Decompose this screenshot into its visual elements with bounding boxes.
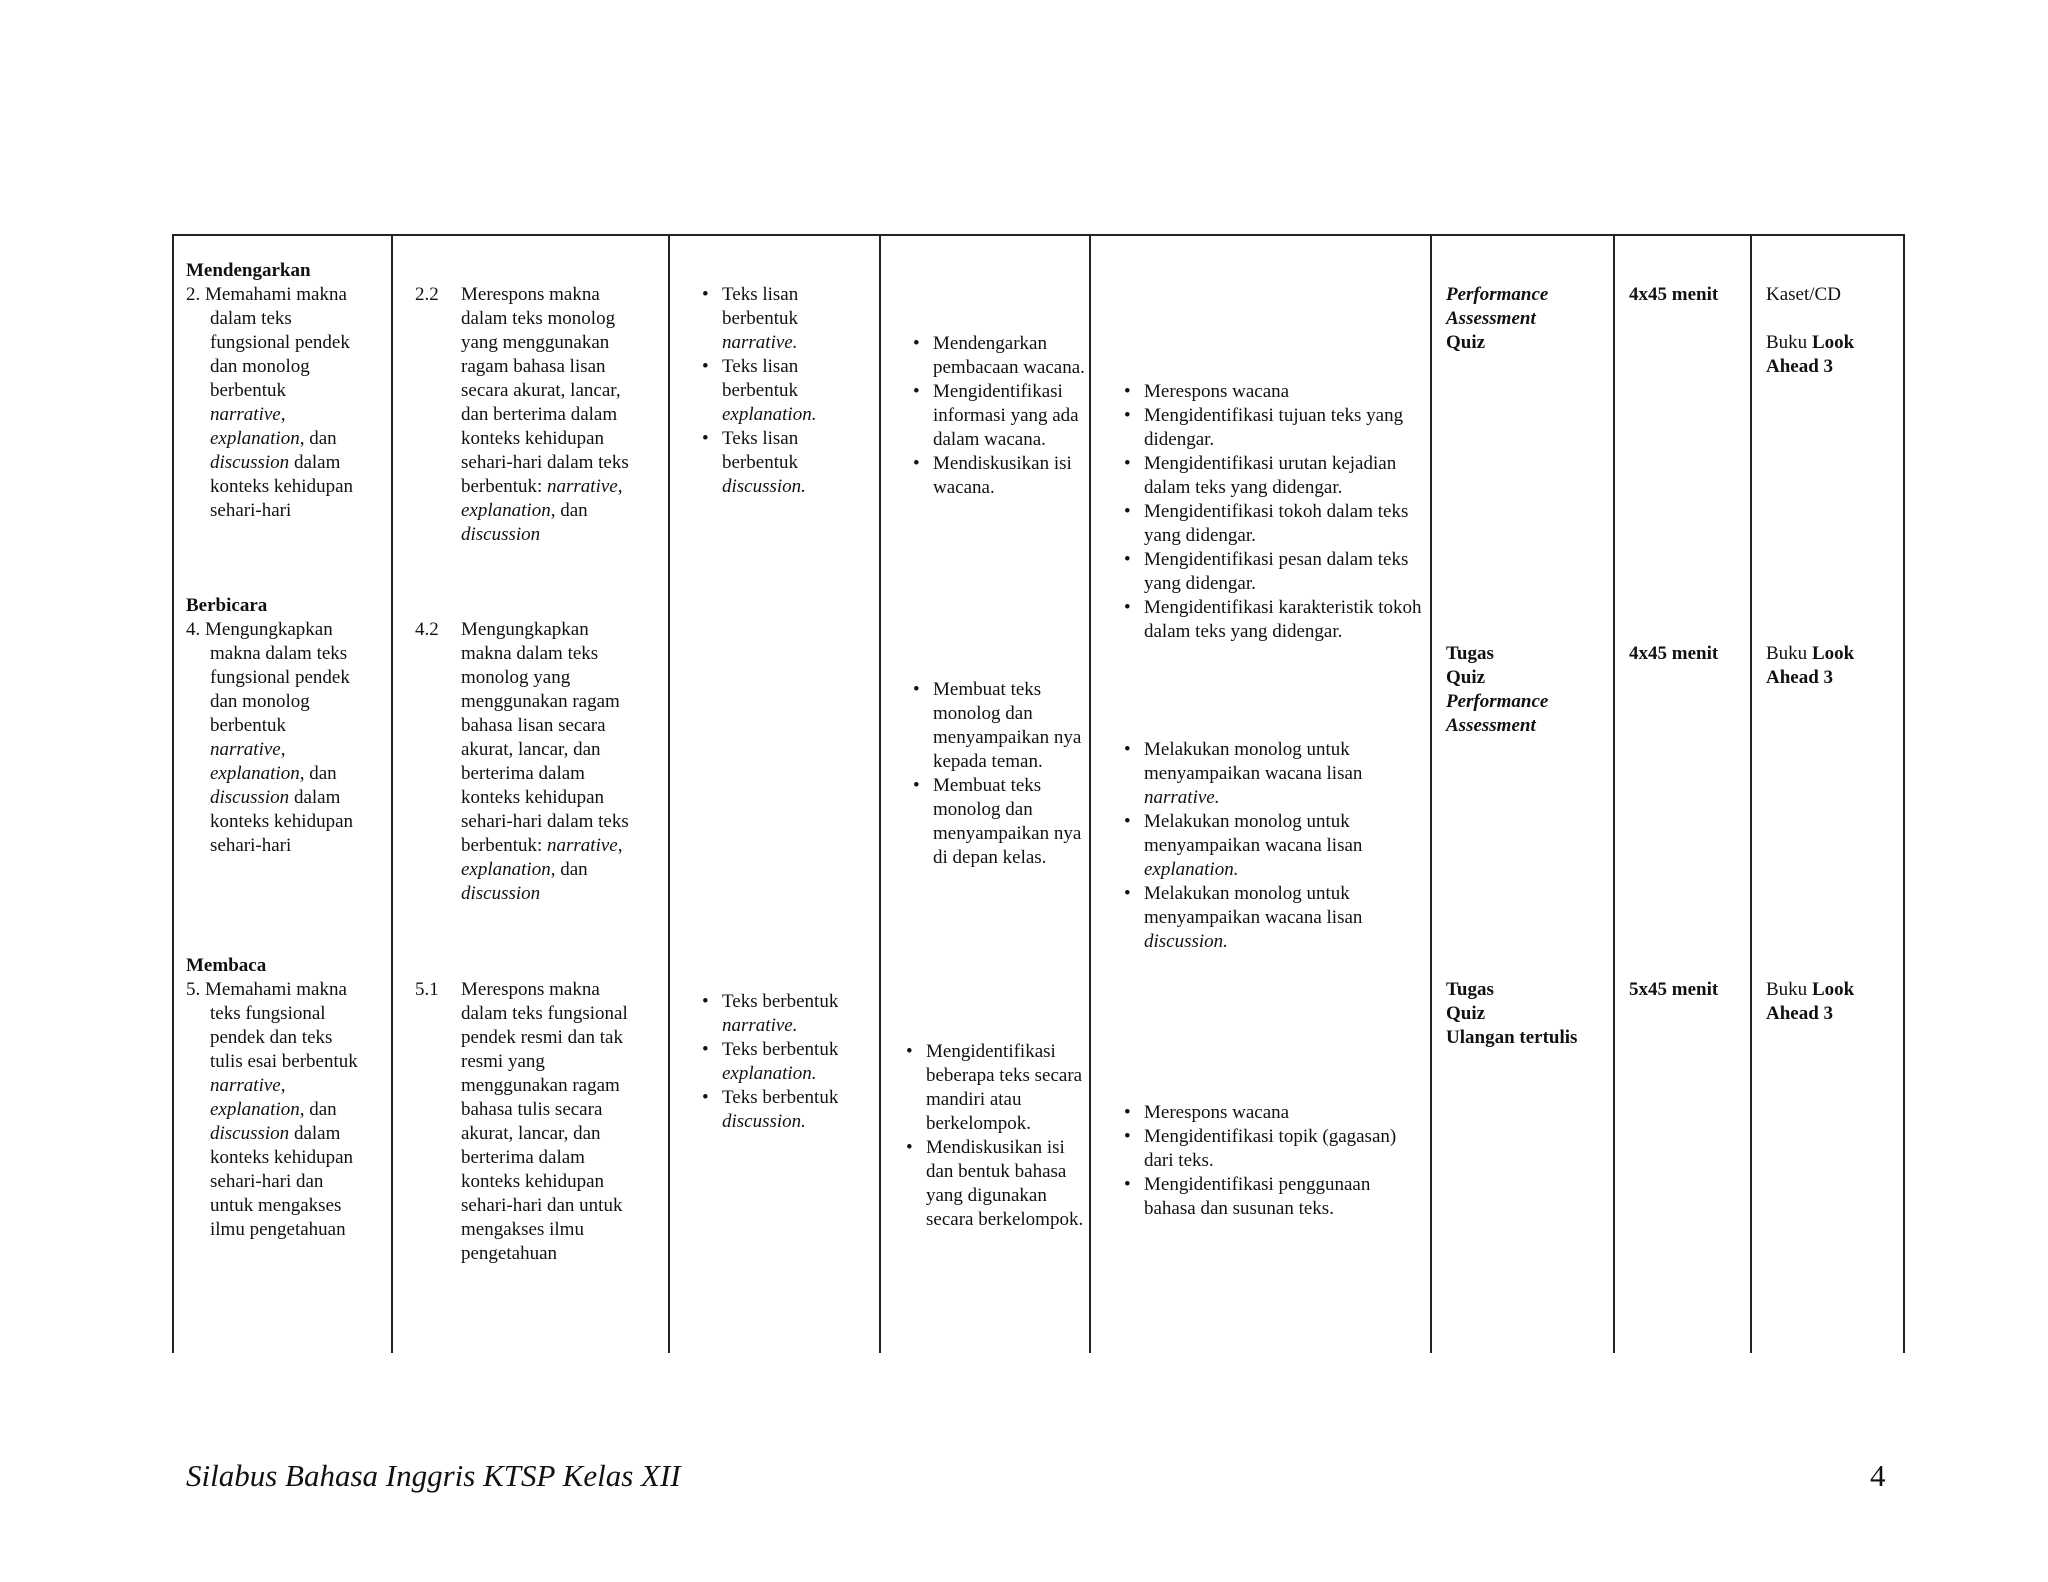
kd-number: 4.2 bbox=[415, 619, 439, 640]
materi-item: • Teks lisan berbentuk explanation. bbox=[700, 355, 850, 427]
kd-line: konteks kehidupan bbox=[461, 428, 605, 449]
column-divider bbox=[1903, 234, 1905, 1353]
kd-line: explanation, dan bbox=[461, 859, 588, 880]
sumber-item: Buku Look bbox=[1766, 332, 1855, 353]
kd-line: monolog yang bbox=[461, 667, 571, 688]
materi-pokok-cell bbox=[700, 283, 850, 499]
kegiatan-item: • Mendengarkan pembacaan wacana. bbox=[911, 332, 1086, 380]
kegiatan-pembelajaran-cell bbox=[911, 678, 1086, 870]
kd-line: sehari-hari dalam teks bbox=[461, 811, 629, 832]
indikator-item: • Merespons wacana bbox=[1122, 380, 1422, 404]
sk-line: fungsional pendek bbox=[210, 332, 350, 353]
materi-item: • Teks berbentuk discussion. bbox=[700, 1086, 870, 1134]
column-divider bbox=[1750, 234, 1752, 1353]
sk-line: sehari-hari bbox=[210, 835, 292, 856]
alokasi-waktu: 4x45 menit bbox=[1629, 643, 1719, 664]
indikator-item: • Mengidentifikasi tokoh dalam teks yang didengar. bbox=[1122, 500, 1422, 548]
sk-line: konteks kehidupan bbox=[210, 1147, 354, 1168]
sumber-item: Buku Look bbox=[1766, 979, 1855, 1000]
alokasi-waktu: 4x45 menit bbox=[1629, 284, 1719, 305]
kd-line: menggunakan ragam bbox=[461, 1075, 620, 1096]
sk-line: 4. Mengungkapkan bbox=[186, 619, 333, 640]
sk-line: sehari-hari bbox=[210, 500, 292, 521]
sumber-belajar-cell bbox=[1766, 642, 1901, 690]
standar-kompetensi-cell bbox=[186, 954, 386, 1242]
kd-line: dalam teks fungsional bbox=[461, 1003, 628, 1024]
penilaian-item: Performance bbox=[1446, 691, 1549, 712]
skill-heading: Membaca bbox=[186, 955, 267, 976]
kegiatan-pembelajaran-cell bbox=[904, 1040, 1086, 1232]
penilaian-cell bbox=[1446, 978, 1606, 1050]
materi-item: • Teks lisan berbentuk narrative. bbox=[700, 283, 850, 355]
kd-line: konteks kehidupan bbox=[461, 787, 605, 808]
standar-kompetensi-cell bbox=[186, 594, 386, 858]
kegiatan-item: • Membuat teks monolog dan menyampaikan nya di depan kelas. bbox=[911, 774, 1086, 870]
penilaian-cell bbox=[1446, 283, 1606, 355]
kegiatan-pembelajaran-cell bbox=[911, 332, 1086, 500]
sk-line: discussion dalam bbox=[210, 1123, 341, 1144]
penilaian-item: Quiz bbox=[1446, 332, 1486, 353]
kd-line: mengakses ilmu bbox=[461, 1219, 584, 1240]
indikator-item: • Mengidentifikasi topik (gagasan) dari teks. bbox=[1122, 1125, 1422, 1173]
kd-line: ragam bahasa lisan bbox=[461, 356, 606, 377]
penilaian-cell bbox=[1446, 642, 1606, 738]
column-divider bbox=[1430, 234, 1432, 1353]
column-divider bbox=[391, 234, 393, 1353]
sumber-item: Buku Look bbox=[1766, 643, 1855, 664]
materi-item: • Teks berbentuk explanation. bbox=[700, 1038, 870, 1086]
sumber-item: Ahead 3 bbox=[1766, 356, 1834, 377]
indikator-item: • Mengidentifikasi pesan dalam teks yang didengar. bbox=[1122, 548, 1422, 596]
kd-line: discussion bbox=[461, 883, 541, 904]
kd-line: menggunakan ragam bbox=[461, 691, 620, 712]
page-number: 4 bbox=[1870, 1458, 1886, 1493]
penilaian-item: Quiz bbox=[1446, 1003, 1486, 1024]
sk-line: untuk mengakses bbox=[210, 1195, 342, 1216]
kd-line: explanation, dan bbox=[461, 500, 588, 521]
sk-line: discussion dalam bbox=[210, 787, 341, 808]
kd-line: dan berterima dalam bbox=[461, 404, 618, 425]
sk-line: fungsional pendek bbox=[210, 667, 350, 688]
indikator-item: • Melakukan monolog untuk menyampaikan wacana lisan narrative. bbox=[1122, 738, 1422, 810]
kd-line: secara akurat, lancar, bbox=[461, 380, 621, 401]
column-divider bbox=[172, 234, 174, 1353]
kd-line: Mengungkapkan bbox=[461, 619, 589, 640]
indikator-cell bbox=[1122, 380, 1422, 644]
kegiatan-item: • Mengidentifikasi informasi yang ada dalam wacana. bbox=[911, 380, 1086, 452]
penilaian-item: Assessment bbox=[1446, 715, 1536, 736]
indikator-item: • Mengidentifikasi tujuan teks yang didengar. bbox=[1122, 404, 1422, 452]
sk-line: 5. Memahami makna bbox=[186, 979, 347, 1000]
kd-line: berterima dalam bbox=[461, 1147, 585, 1168]
sk-line: narrative, bbox=[210, 739, 286, 760]
column-divider bbox=[1613, 234, 1615, 1353]
penilaian-item: Assessment bbox=[1446, 308, 1536, 329]
kegiatan-item: • Mendiskusikan isi wacana. bbox=[911, 452, 1086, 500]
footer-title: Silabus Bahasa Inggris KTSP Kelas XII bbox=[186, 1458, 681, 1493]
sk-line: ilmu pengetahuan bbox=[210, 1219, 346, 1240]
sumber-belajar-cell bbox=[1766, 978, 1901, 1026]
indikator-item: • Melakukan monolog untuk menyampaikan wacana lisan explanation. bbox=[1122, 810, 1422, 882]
column-divider bbox=[668, 234, 670, 1353]
indikator-item: • Mengidentifikasi urutan kejadian dalam teks yang didengar. bbox=[1122, 452, 1422, 500]
penilaian-item: Ulangan tertulis bbox=[1446, 1027, 1578, 1048]
kd-line: akurat, lancar, dan bbox=[461, 739, 601, 760]
standar-kompetensi-cell bbox=[186, 259, 386, 523]
indikator-item: • Mengidentifikasi penggunaan bahasa dan susunan teks. bbox=[1122, 1173, 1422, 1221]
materi-pokok-cell bbox=[700, 990, 870, 1134]
kd-line: pendek resmi dan tak bbox=[461, 1027, 623, 1048]
kd-line: discussion bbox=[461, 524, 541, 545]
sk-line: explanation, dan bbox=[210, 1099, 337, 1120]
kd-line: konteks kehidupan bbox=[461, 1171, 605, 1192]
sumber-item: Kaset/CD bbox=[1766, 284, 1841, 305]
kd-line: resmi yang bbox=[461, 1051, 545, 1072]
sk-line: dan monolog bbox=[210, 356, 310, 377]
sk-line: tulis esai berbentuk bbox=[210, 1051, 358, 1072]
kd-line: sehari-hari dan untuk bbox=[461, 1195, 623, 1216]
kegiatan-item: • Mendiskusikan isi dan bentuk bahasa yang digunakan secara berkelompok. bbox=[904, 1136, 1086, 1232]
indikator-cell bbox=[1122, 738, 1422, 954]
sk-line: berbentuk bbox=[210, 380, 286, 401]
penilaian-item: Performance bbox=[1446, 284, 1549, 305]
kd-line: pengetahuan bbox=[461, 1243, 558, 1264]
sumber-item: Ahead 3 bbox=[1766, 1003, 1834, 1024]
column-divider bbox=[1089, 234, 1091, 1353]
sk-line: teks fungsional bbox=[210, 1003, 326, 1024]
kd-line: Merespons makna bbox=[461, 979, 600, 1000]
kd-line: berterima dalam bbox=[461, 763, 585, 784]
kd-number: 5.1 bbox=[415, 979, 439, 1000]
sk-line: konteks kehidupan bbox=[210, 476, 354, 497]
kd-line: dalam teks monolog bbox=[461, 308, 616, 329]
sk-line: makna dalam teks bbox=[210, 643, 348, 664]
sk-line: explanation, dan bbox=[210, 763, 337, 784]
penilaian-item: Tugas bbox=[1446, 979, 1494, 1000]
kd-line: Merespons makna bbox=[461, 284, 600, 305]
kd-line: akurat, lancar, dan bbox=[461, 1123, 601, 1144]
indikator-cell bbox=[1122, 1101, 1422, 1221]
alokasi-waktu: 5x45 menit bbox=[1629, 979, 1719, 1000]
kegiatan-item: • Mengidentifikasi beberapa teks secara mandiri atau berkelompok. bbox=[904, 1040, 1086, 1136]
kd-line: makna dalam teks bbox=[461, 643, 599, 664]
sk-line: explanation, dan bbox=[210, 428, 337, 449]
sumber-belajar-cell bbox=[1766, 283, 1901, 379]
sk-line: discussion dalam bbox=[210, 452, 341, 473]
sk-line: pendek dan teks bbox=[210, 1027, 333, 1048]
sk-line: narrative, bbox=[210, 1075, 286, 1096]
materi-item: • Teks berbentuk narrative. bbox=[700, 990, 870, 1038]
kd-line: berbentuk: narrative, bbox=[461, 476, 623, 497]
sumber-item: Ahead 3 bbox=[1766, 667, 1834, 688]
sk-line: dalam teks bbox=[210, 308, 292, 329]
sk-line: dan monolog bbox=[210, 691, 310, 712]
column-divider bbox=[879, 234, 881, 1353]
kd-line: yang menggunakan bbox=[461, 332, 610, 353]
indikator-item: • Mengidentifikasi karakteristik tokoh dalam teks yang didengar. bbox=[1122, 596, 1422, 644]
kd-line: berbentuk: narrative, bbox=[461, 835, 623, 856]
sk-line: konteks kehidupan bbox=[210, 811, 354, 832]
kd-line: bahasa tulis secara bbox=[461, 1099, 603, 1120]
sk-line: sehari-hari dan bbox=[210, 1171, 324, 1192]
penilaian-item: Tugas bbox=[1446, 643, 1494, 664]
skill-heading: Mendengarkan bbox=[186, 260, 311, 281]
kd-number: 2.2 bbox=[415, 284, 439, 305]
sk-line: berbentuk bbox=[210, 715, 286, 736]
kompetensi-dasar-cell bbox=[415, 618, 665, 906]
kd-line: sehari-hari dalam teks bbox=[461, 452, 629, 473]
sk-line: narrative, bbox=[210, 404, 286, 425]
indikator-item: • Melakukan monolog untuk menyampaikan wacana lisan discussion. bbox=[1122, 882, 1422, 954]
kd-line: bahasa lisan secara bbox=[461, 715, 606, 736]
penilaian-item: Quiz bbox=[1446, 667, 1486, 688]
kompetensi-dasar-cell bbox=[415, 978, 665, 1266]
kompetensi-dasar-cell bbox=[415, 283, 665, 547]
kegiatan-item: • Membuat teks monolog dan menyampaikan nya kepada teman. bbox=[911, 678, 1086, 774]
materi-item: • Teks lisan berbentuk discussion. bbox=[700, 427, 850, 499]
sk-line: 2. Memahami makna bbox=[186, 284, 347, 305]
skill-heading: Berbicara bbox=[186, 595, 268, 616]
indikator-item: • Merespons wacana bbox=[1122, 1101, 1422, 1125]
